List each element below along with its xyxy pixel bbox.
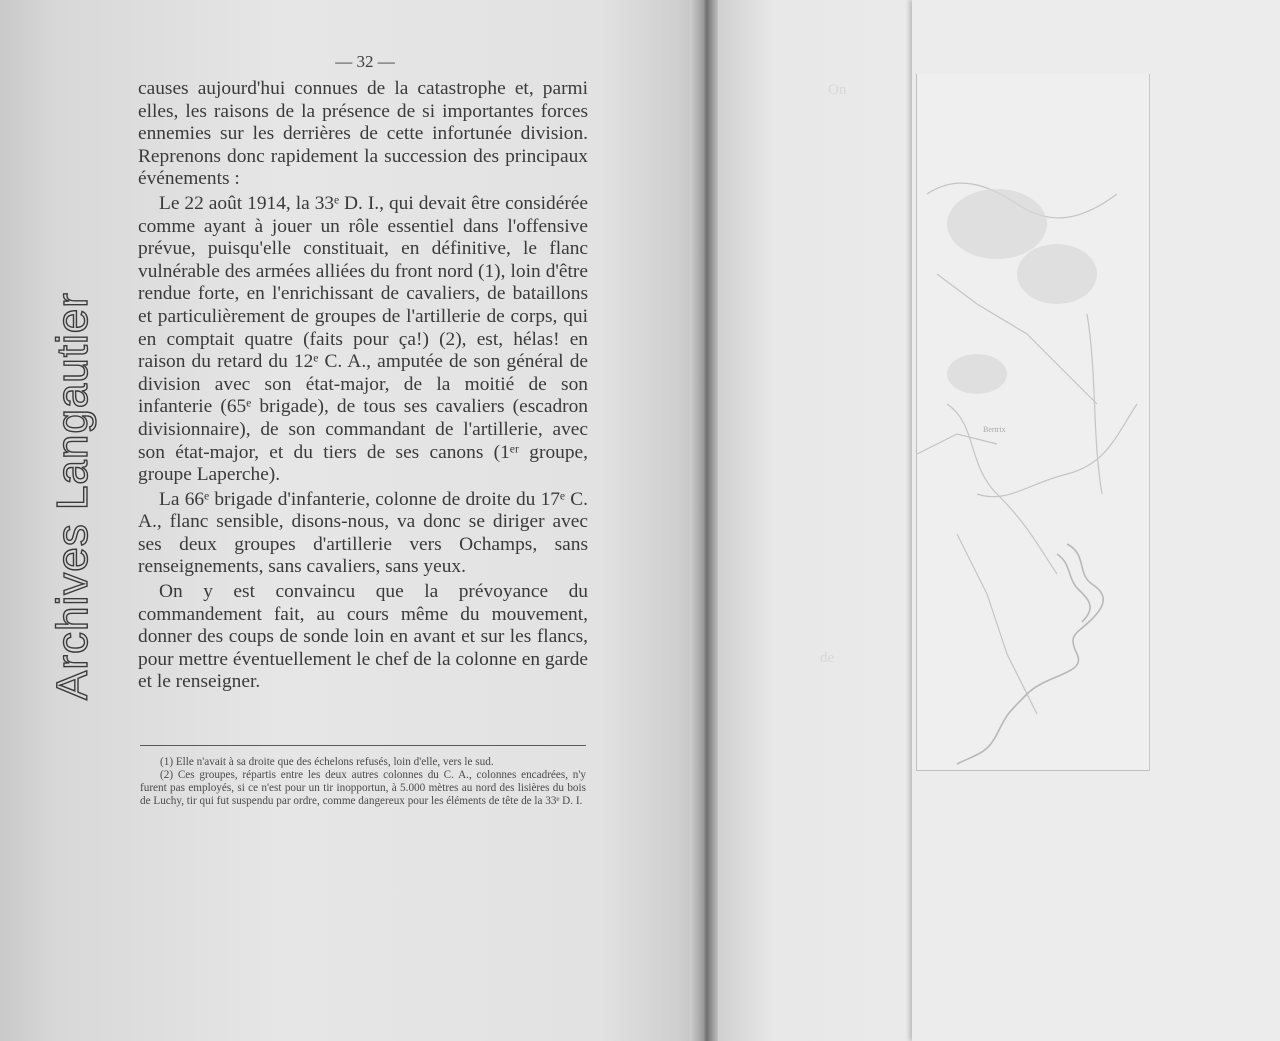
map-label-bertrix: Bertrix: [983, 425, 1006, 434]
body-text: [138, 78, 588, 694]
map-drawing: [917, 74, 1149, 770]
bleed-through-text: de: [820, 650, 835, 666]
paragraph-4: On y est convaincu que la prévoyance du commandement fait, au cours même du mouvement, donner des coups de sonde loin en avant et sur les flancs, pour mettre éventuellement le chef de la colonne en garde et le renseigner.: [138, 581, 588, 693]
watermark: Archives Langautier: [48, 292, 97, 700]
book-gutter: [690, 0, 720, 1041]
paragraph-3: La 66ᵉ brigade d'infanterie, colonne de droite du 17ᵉ C. A., flanc sensible, disons-nous, va donc se diriger avec ses deux groupes d'artillerie vers Ochamps, sans renseignements, sans cavaliers, sans yeux.: [138, 488, 588, 578]
paragraph-1: causes aujourd'hui connues de la catastrophe et, parmi elles, les raisons de la présence de si importantes forces ennemies sur les derrières de cette infortunée division. Reprenons donc rapidement la succession des principaux événements :: [138, 78, 588, 190]
footnote-1: (1) Elle n'avait à sa droite que des échelons refusés, loin d'elle, vers le sud.: [160, 756, 494, 768]
paragraph-2: Le 22 août 1914, la 33ᵉ D. I., qui devait être considérée comme ayant à jouer un rôle essentiel dans l'offensive prévue, puisqu'elle constituait, en définitive, le flanc vulnérable des armées alliées du front nord (1), loin d'être rendue forte, en l'enrichissant de cavaliers, de bataillons et particulièrement de groupes de l'artillerie de corps, qui en comptait quatre (faits pour ça!) (2), est, hélas! en raison du retard du 12ᵉ C. A., amputée de son général de division avec son état-major, de la moitié de son infanterie (65ᵉ brigade), de tous ses cavaliers (escadron divisionnaire), de son commandant de l'artillerie, avec son état-major, et du tiers de ses canons (1ᵉʳ groupe, groupe Laperche).: [138, 192, 588, 486]
footnotes: [140, 756, 586, 808]
map-frame: [916, 74, 1150, 771]
page-number: — 32 —: [335, 52, 395, 71]
footnote-divider: [140, 745, 586, 746]
bleed-through-text: On: [828, 82, 847, 98]
footnote-2: (2) Ces groupes, répartis entre les deux autres colonnes du C. A., colonnes encadrées, n'y furent pas employés, si ce n'est pour un tir inopportun, à 5.000 mètres au nord des lisières du bois de Luchy, tir qui fut suspendu par ordre, comme dangereux pour les éléments de tête de la 33ᵉ D. I.: [140, 768, 586, 807]
